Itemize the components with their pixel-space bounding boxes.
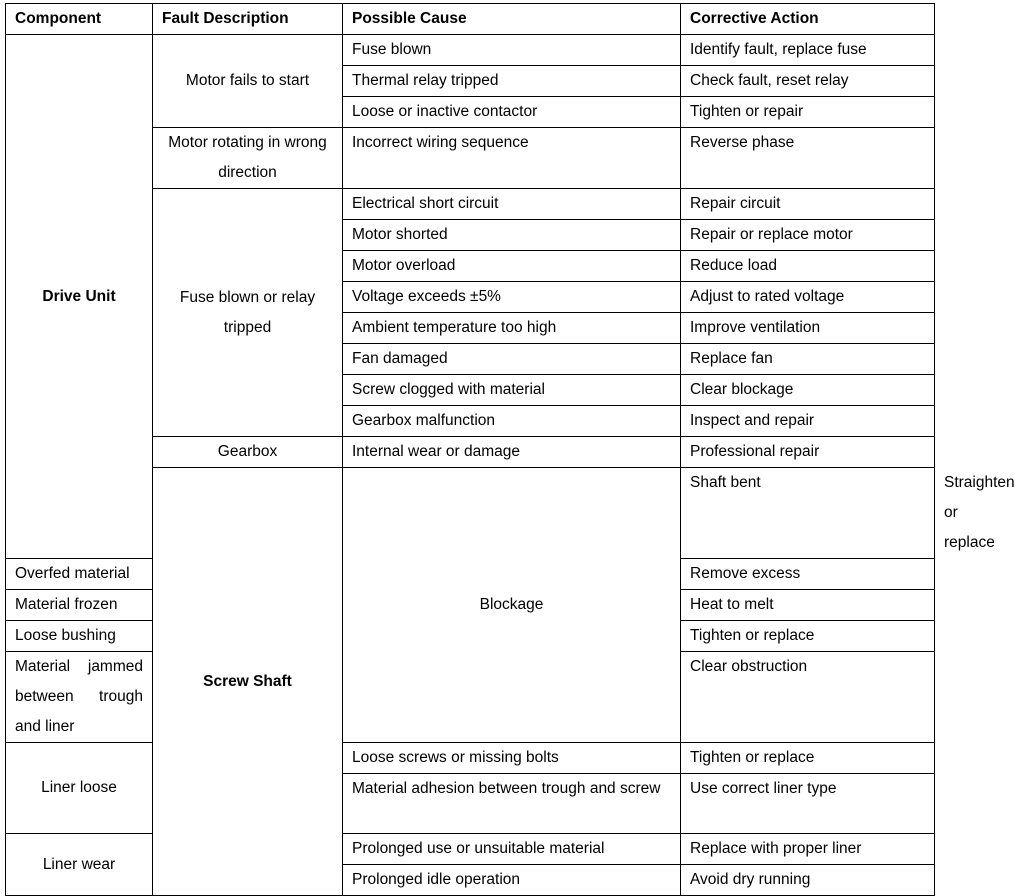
action-cell: Reverse phase	[681, 128, 935, 189]
troubleshooting-table	[5, 3, 1015, 896]
action-cell: Identify fault, replace fuse	[681, 35, 935, 66]
cause-cell: Material adhesion between trough and screw	[343, 774, 681, 834]
action-cell: Replace fan	[681, 344, 935, 375]
cause-cell: Ambient temperature too high	[343, 313, 681, 344]
action-cell: Clear obstruction	[681, 652, 935, 743]
table-row	[6, 743, 935, 774]
action-cell: Adjust to rated voltage	[681, 282, 935, 313]
cause-cell: Screw clogged with material	[343, 375, 681, 406]
header-corrective-action: Corrective Action	[681, 4, 935, 35]
action-cell: Professional repair	[681, 437, 935, 468]
action-cell: Replace with proper liner	[681, 834, 935, 865]
action-cell: Tighten or replace	[681, 621, 935, 652]
cause-cell: Motor shorted	[343, 220, 681, 251]
action-cell: Check fault, reset relay	[681, 66, 935, 97]
cause-cell: Overfed material	[6, 559, 153, 590]
fault-description-cell: Gearbox	[153, 437, 343, 468]
fault-description-cell: Motor fails to start	[153, 35, 343, 128]
fault-description-cell: Motor rotating in wrong direction	[153, 128, 343, 189]
cause-cell: Gearbox malfunction	[343, 406, 681, 437]
cause-cell: Internal wear or damage	[343, 437, 681, 468]
action-cell: Reduce load	[681, 251, 935, 282]
action-cell: Improve ventilation	[681, 313, 935, 344]
cause-cell: Fan damaged	[343, 344, 681, 375]
cause-cell: Thermal relay tripped	[343, 66, 681, 97]
component-cell: Screw Shaft	[153, 468, 343, 896]
header-possible-cause: Possible Cause	[343, 4, 681, 35]
action-cell: Repair or replace motor	[681, 220, 935, 251]
cause-cell: Motor overload	[343, 251, 681, 282]
action-cell: Repair circuit	[681, 189, 935, 220]
header-row	[6, 4, 935, 35]
cause-cell: Loose or inactive contactor	[343, 97, 681, 128]
action-cell: Tighten or replace	[681, 743, 935, 774]
action-cell: Tighten or repair	[681, 97, 935, 128]
action-cell: Use correct liner type	[681, 774, 935, 834]
cause-cell: Fuse blown	[343, 35, 681, 66]
component-cell: Drive Unit	[6, 35, 153, 559]
fault-description-cell: Blockage	[343, 468, 681, 743]
fault-description-cell: Liner wear	[6, 834, 153, 896]
fault-description-cell: Fuse blown or relay tripped	[153, 189, 343, 437]
table-row	[6, 35, 935, 66]
cause-cell: Loose bushing	[6, 621, 153, 652]
cause-cell: Voltage exceeds ±5%	[343, 282, 681, 313]
table-row: Screw Shaft Blockage Shaft bent Straighten or replace	[6, 468, 935, 559]
header-fault-description: Fault Description	[153, 4, 343, 35]
action-cell: Inspect and repair	[681, 406, 935, 437]
cause-cell: Material jammed between trough and liner	[6, 652, 153, 743]
cause-cell: Loose screws or missing bolts	[343, 743, 681, 774]
action-cell: Avoid dry running	[681, 865, 935, 896]
cause-cell: Prolonged use or unsuitable material	[343, 834, 681, 865]
fault-description-cell: Liner loose	[6, 743, 153, 834]
cause-cell: Electrical short circuit	[343, 189, 681, 220]
action-cell: Clear blockage	[681, 375, 935, 406]
header-component: Component	[6, 4, 153, 35]
action-cell: Heat to melt	[681, 590, 935, 621]
cause-cell: Incorrect wiring sequence	[343, 128, 681, 189]
cause-cell: Prolonged idle operation	[343, 865, 681, 896]
cause-cell: Shaft bent	[681, 468, 935, 559]
table-row	[6, 834, 935, 865]
action-cell: Remove excess	[681, 559, 935, 590]
cause-cell: Material frozen	[6, 590, 153, 621]
